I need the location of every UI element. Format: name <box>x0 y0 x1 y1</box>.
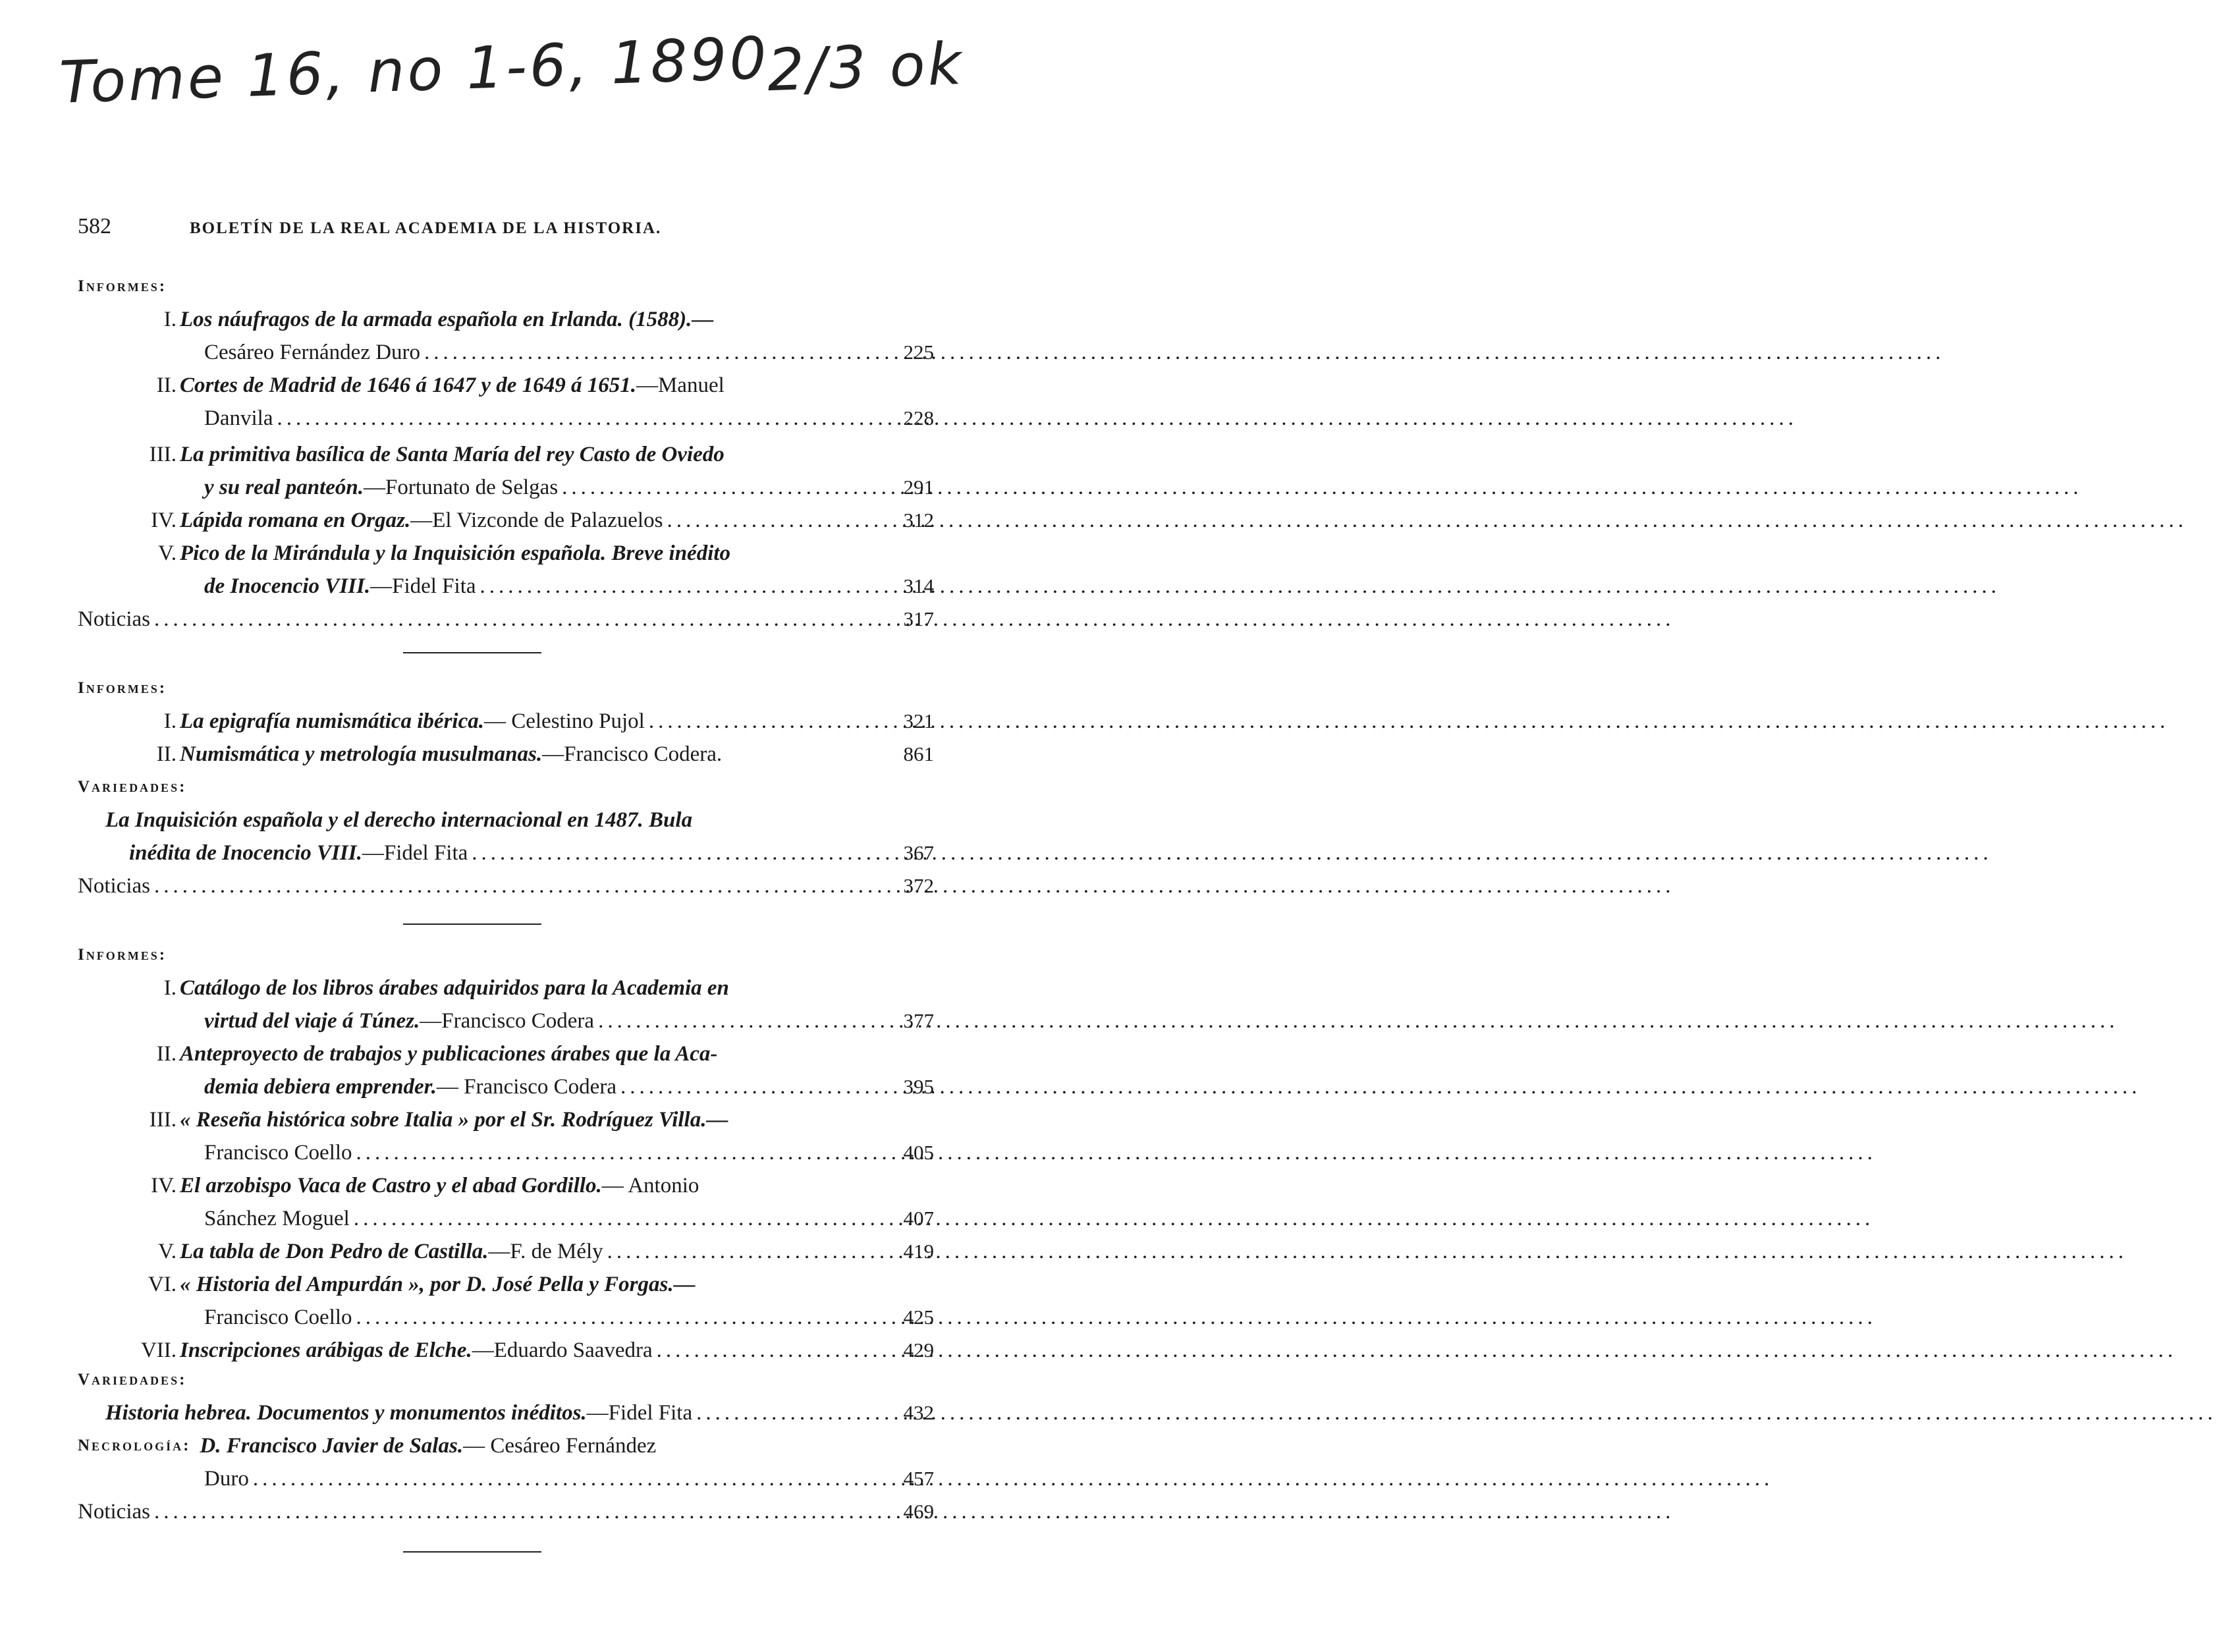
informes-heading: Informes: <box>78 679 167 697</box>
entry-page: 312 <box>903 509 934 532</box>
entry-page: 321 <box>903 709 934 732</box>
entry-author: —Fidel Fita <box>370 574 476 598</box>
toc-entry[interactable] <box>78 504 934 537</box>
entry-author: —Francisco Codera. <box>542 742 723 766</box>
entry-page: 372 <box>903 874 934 897</box>
entry-title: « Historia del Ampurdán », por D. José Pella y Forgas.— <box>180 1273 696 1296</box>
entry-author: — Cesáreo Fernández <box>463 1434 657 1458</box>
entry-author: Francisco Coello <box>204 1306 352 1329</box>
section-divider <box>403 1551 541 1553</box>
entry-numeral: II. <box>156 1042 177 1066</box>
toc-entry[interactable] <box>78 537 868 570</box>
entry-author: —F. de Mély <box>488 1240 603 1263</box>
toc-entry-continuation <box>78 1005 934 1037</box>
handwritten-annotation <box>58 24 966 117</box>
entry-title: Historia hebrea. Documentos y monumentos inéditos. <box>105 1401 587 1425</box>
entry-numeral: V. <box>158 541 177 565</box>
toc-entry-continuation <box>78 336 934 369</box>
entry-author: Cesáreo Fernández Duro <box>204 341 421 364</box>
section-heading <box>78 939 868 972</box>
entry-title: Inscripciones arábigas de Elche. <box>180 1338 472 1362</box>
toc-entry-continuation <box>78 1136 934 1169</box>
toc-entry-necrologia[interactable] <box>78 1429 868 1462</box>
entry-title-continued: virtud del viaje á Túnez. <box>204 1009 420 1033</box>
noticias-label: Noticias <box>78 1500 150 1524</box>
section-heading <box>78 771 868 804</box>
entry-author: Sánchez Moguel <box>204 1207 350 1230</box>
entry-page: 457 <box>903 1467 934 1490</box>
toc-entry[interactable] <box>78 705 934 738</box>
toc-entry[interactable] <box>78 1103 868 1136</box>
entry-page: 291 <box>903 476 934 499</box>
entry-author: — Francisco Codera <box>436 1075 616 1099</box>
entry-page: 429 <box>903 1338 934 1362</box>
handwritten-volume-note: Tome 16, no 1-6, 1890 <box>58 24 771 117</box>
entry-author: —Fidel Fita <box>586 1401 693 1425</box>
toc-entry[interactable] <box>78 1396 934 1429</box>
entry-title: Pico de la Mirándula y la Inquisición española. Breve inédito <box>180 541 731 565</box>
entry-author: Danvila <box>204 406 273 430</box>
entry-author: —Fidel Fita <box>362 841 468 865</box>
entry-author: —El Vizconde de Palazuelos <box>410 509 663 532</box>
toc-entry[interactable] <box>78 1235 934 1268</box>
variedades-heading: Variedades: <box>78 778 187 796</box>
entry-title: Anteproyecto de trabajos y publicaciones árabes que la Aca- <box>180 1042 718 1066</box>
entry-title: « Reseña histórica sobre Italia » por el Sr. Rodríguez Villa.— <box>180 1108 728 1132</box>
noticias-label: Noticias <box>78 874 150 898</box>
entry-page: 419 <box>903 1240 934 1263</box>
toc-entry[interactable] <box>78 1268 868 1301</box>
section-heading <box>78 270 868 303</box>
noticias-label: Noticias <box>78 607 150 631</box>
page-header <box>78 214 875 247</box>
entry-title: La epigrafía numismática ibérica. <box>180 709 484 733</box>
variedades-heading: Variedades: <box>78 1371 187 1389</box>
toc-entry[interactable] <box>78 303 868 336</box>
toc-entry-continuation <box>78 471 934 504</box>
entry-numeral: I. <box>163 709 177 733</box>
entry-author: —Francisco Codera <box>420 1009 595 1033</box>
entry-title-continued: y su real panteón. <box>204 476 364 499</box>
entry-author: Francisco Coello <box>204 1141 352 1165</box>
entry-title: La primitiva basílica de Santa María del rey Casto de Oviedo <box>180 443 725 466</box>
entry-numeral: III. <box>149 443 177 466</box>
toc-entry-continuation <box>78 570 934 603</box>
entry-numeral: IV. <box>151 509 177 532</box>
toc-entry[interactable] <box>78 972 868 1005</box>
entry-title-continued: inédita de Inocencio VIII. <box>129 841 362 865</box>
toc-entry-continuation <box>78 1070 934 1103</box>
entry-author: Duro <box>204 1467 249 1491</box>
entry-title: Lápida romana en Orgaz. <box>180 509 411 532</box>
entry-title: D. Francisco Javier de Salas. <box>200 1434 464 1458</box>
toc-entry-noticias[interactable] <box>78 603 934 636</box>
toc-entry[interactable] <box>78 438 868 471</box>
entry-numeral: VII. <box>140 1338 177 1362</box>
entry-page: 425 <box>903 1306 934 1329</box>
entry-author: —Manuel <box>636 373 725 397</box>
entry-numeral: I. <box>163 308 177 331</box>
toc-entry-continuation <box>78 1301 934 1334</box>
entry-numeral: IV. <box>151 1174 177 1198</box>
entry-page: 469 <box>903 1500 934 1523</box>
entry-page: 225 <box>903 341 934 364</box>
toc-entry[interactable] <box>78 1037 868 1070</box>
entry-title: La Inquisición española y el derecho internacional en 1487. Bula <box>105 808 693 832</box>
entry-page: 377 <box>903 1009 934 1032</box>
entry-author: — Antonio <box>601 1174 699 1198</box>
entry-title: Cortes de Madrid de 1646 á 1647 y de 1649 á 1651. <box>180 373 636 397</box>
running-title: BOLETÍN DE LA REAL ACADEMIA DE LA HISTORIA. <box>190 219 662 237</box>
entry-title: Los náufragos de la armada española en Irlanda. (1588).— <box>180 308 714 331</box>
entry-numeral: V. <box>158 1240 177 1263</box>
section-divider <box>403 652 541 653</box>
toc-entry-continuation <box>78 1202 934 1235</box>
entry-numeral: II. <box>156 373 177 397</box>
entry-numeral: I. <box>163 976 177 1000</box>
entry-numeral: II. <box>156 742 177 766</box>
section-heading <box>78 1363 868 1396</box>
toc-entry[interactable] <box>78 369 868 402</box>
toc-entry-continuation <box>78 1462 934 1495</box>
entry-title: La tabla de Don Pedro de Castilla. <box>180 1240 489 1263</box>
informes-heading: Informes: <box>78 946 167 964</box>
toc-entry[interactable] <box>78 1334 934 1367</box>
toc-entry[interactable] <box>78 738 934 771</box>
toc-entry[interactable] <box>78 804 868 837</box>
entry-title: Numismática y metrología musulmanas. <box>180 742 543 766</box>
toc-entry[interactable] <box>78 1169 868 1202</box>
toc-entry-noticias[interactable] <box>78 869 934 902</box>
handwritten-check-note: 2/3 ok <box>766 29 966 105</box>
entry-title-continued: demia debiera emprender. <box>204 1075 437 1099</box>
entry-numeral: III. <box>149 1108 177 1132</box>
entry-page: 367 <box>903 841 934 864</box>
entry-page: 861 <box>903 742 934 765</box>
page-number: 582 <box>78 214 111 238</box>
entry-numeral: VI. <box>148 1273 177 1296</box>
entry-page: 317 <box>903 607 934 630</box>
entry-page: 432 <box>903 1401 934 1424</box>
section-heading <box>78 672 868 705</box>
toc-entry-continuation <box>78 837 934 869</box>
toc-entry-continuation <box>78 402 934 435</box>
entry-author: —Fortunato de Selgas <box>364 476 559 499</box>
entry-page: 407 <box>903 1207 934 1230</box>
section-divider <box>403 923 541 925</box>
entry-page: 405 <box>903 1141 934 1164</box>
entry-title: Catálogo de los libros árabes adquiridos para la Academia en <box>180 976 729 1000</box>
toc-entry-noticias[interactable] <box>78 1495 934 1528</box>
informes-heading: Informes: <box>78 277 167 295</box>
entry-page: 395 <box>903 1075 934 1098</box>
necrologia-heading: Necrología: <box>78 1437 191 1454</box>
entry-author: —Eduardo Saavedra <box>472 1338 653 1362</box>
entry-title-continued: de Inocencio VIII. <box>204 574 371 598</box>
entry-page: 228 <box>903 406 934 429</box>
entry-title: El arzobispo Vaca de Castro y el abad Gordillo. <box>180 1174 602 1198</box>
entry-author: — Celestino Pujol <box>483 709 645 733</box>
entry-page: 314 <box>903 574 934 597</box>
